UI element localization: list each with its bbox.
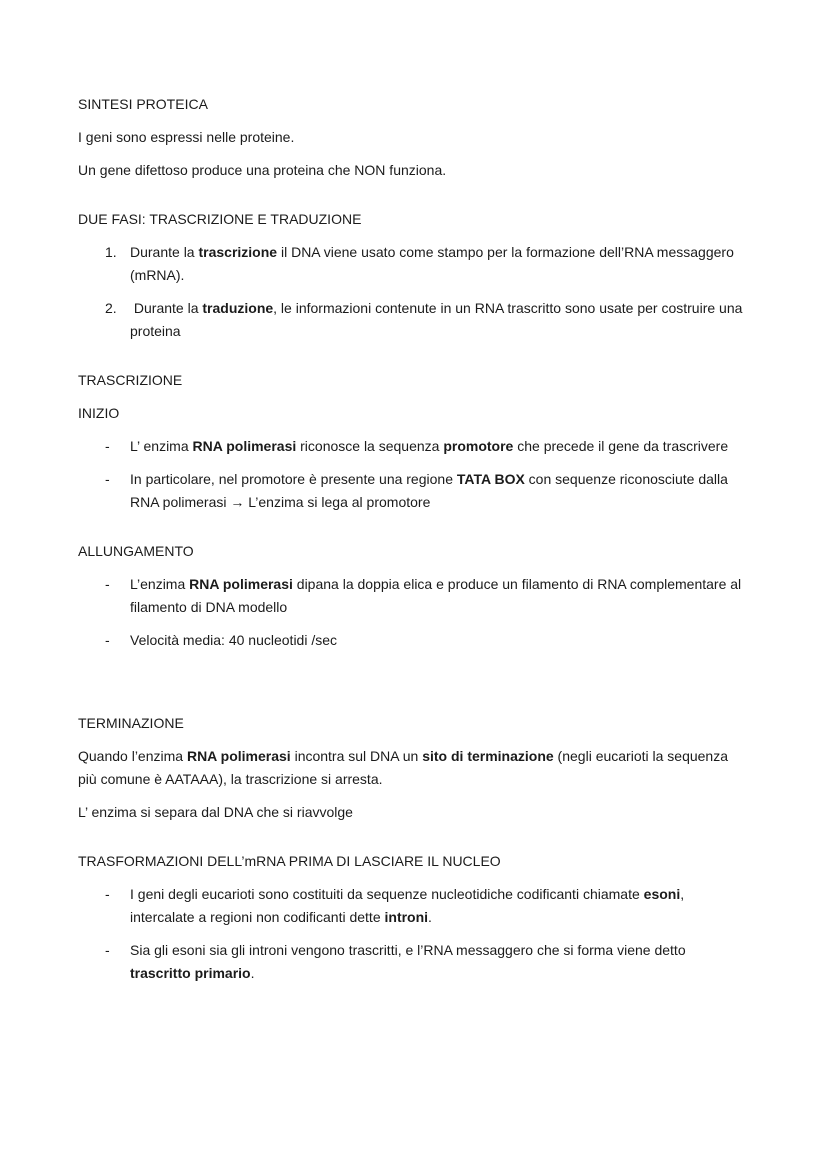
- bullet-velocita-media: [78, 629, 750, 652]
- bullet-rna-polimerasi-promotore: [78, 435, 750, 458]
- heading-inizio: INIZIO: [78, 405, 120, 421]
- text-run: Sia gli esoni sia gli introni vengono trascritti, e l’RNA messaggero che si forma viene detto: [130, 942, 690, 958]
- text-run-bold: trascritto primario: [130, 965, 251, 981]
- text-run: I geni degli eucarioti sono costituiti da sequenze nucleotidiche codificanti chiamate: [130, 886, 644, 902]
- text-run: il DNA viene usato come stampo per la formazione dell’RNA messaggero (mRNA).: [130, 244, 738, 283]
- text-run-bold: TATA BOX: [456, 471, 525, 487]
- heading-allungamento: ALLUNGAMENTO: [78, 543, 194, 559]
- text-run-bold: traduzione: [202, 300, 274, 316]
- heading-sintesi-proteica: SINTESI PROTEICA: [78, 96, 208, 112]
- bullet-dash-marker: -: [105, 942, 110, 958]
- text-run: Durante la: [130, 300, 203, 316]
- text-run: che precede il gene da trascrivere: [513, 438, 729, 454]
- bullet-esoni-introni: [78, 883, 750, 929]
- bullet-dash-marker: -: [105, 576, 110, 592]
- text-run: In particolare, nel promotore è presente una regione: [130, 471, 457, 487]
- text-run: Quando l’enzima: [78, 748, 187, 764]
- text-run: dipana la doppia elica e produce un filamento di RNA complementare al filamento di DNA modello: [130, 576, 746, 615]
- paragraph-enzima-si-separa: L’ enzima si separa dal DNA che si riavvolge: [78, 804, 353, 820]
- numbered-item-traduzione: [78, 297, 750, 343]
- text-run-bold: RNA polimerasi: [186, 748, 291, 764]
- paragraph-gene-difettoso: Un gene difettoso produce una proteina che NON funziona.: [78, 162, 447, 178]
- text-run: .: [250, 965, 255, 981]
- bullet-tata-box: [78, 468, 750, 514]
- text-run: L’enzima: [130, 576, 190, 592]
- text-run-bold: sito di terminazione: [422, 748, 554, 764]
- text-run-bold: introni: [384, 909, 429, 925]
- bullet-dash-marker: -: [105, 471, 110, 487]
- text-run: incontra sul DNA un: [290, 748, 423, 764]
- text-run: (negli eucarioti la sequenza più comune è AATAAA), la trascrizione si arresta.: [78, 748, 732, 787]
- text-run-bold: RNA polimerasi: [192, 438, 297, 454]
- paragraph-geni-espressi: I geni sono espressi nelle proteine.: [78, 129, 295, 145]
- text-run: Velocità media: 40 nucleotidi /sec: [130, 632, 338, 648]
- text-run: L’enzima si lega al promotore: [244, 494, 431, 510]
- heading-trascrizione: TRASCRIZIONE: [78, 372, 183, 388]
- arrow-right-icon: →: [230, 494, 245, 510]
- heading-trasformazioni-mrna: TRASFORMAZIONI DELL’mRNA PRIMA DI LASCIARE IL NUCLEO: [78, 853, 501, 869]
- bullet-dipana-doppia-elica: [78, 573, 750, 619]
- text-run: con sequenze riconosciute dalla RNA polimerasi: [130, 471, 732, 510]
- list-number: 1.: [105, 244, 117, 260]
- numbered-item-trascrizione: [78, 241, 750, 287]
- text-run: , intercalate a regioni non codificanti dette: [130, 886, 689, 925]
- heading-due-fasi: DUE FASI: TRASCRIZIONE E TRADUZIONE: [78, 211, 362, 227]
- paragraph-sito-terminazione: [78, 745, 750, 791]
- text-run: Durante la: [130, 244, 199, 260]
- text-run: riconosce la sequenza: [296, 438, 444, 454]
- text-run-bold: RNA polimerasi: [189, 576, 293, 592]
- text-run: L’ enzima: [130, 438, 193, 454]
- text-run: , le informazioni contenute in un RNA trascritto sono usate per costruire una proteina: [130, 300, 747, 339]
- bullet-trascritto-primario: [78, 939, 750, 985]
- list-number: 2.: [105, 300, 117, 316]
- text-run-bold: trascrizione: [198, 244, 278, 260]
- text-run-bold: promotore: [443, 438, 514, 454]
- bullet-dash-marker: -: [105, 632, 110, 648]
- bullet-dash-marker: -: [105, 438, 110, 454]
- text-run-bold: esoni: [643, 886, 681, 902]
- text-run: .: [428, 909, 432, 925]
- heading-terminazione: TERMINAZIONE: [78, 715, 184, 731]
- bullet-dash-marker: -: [105, 886, 110, 902]
